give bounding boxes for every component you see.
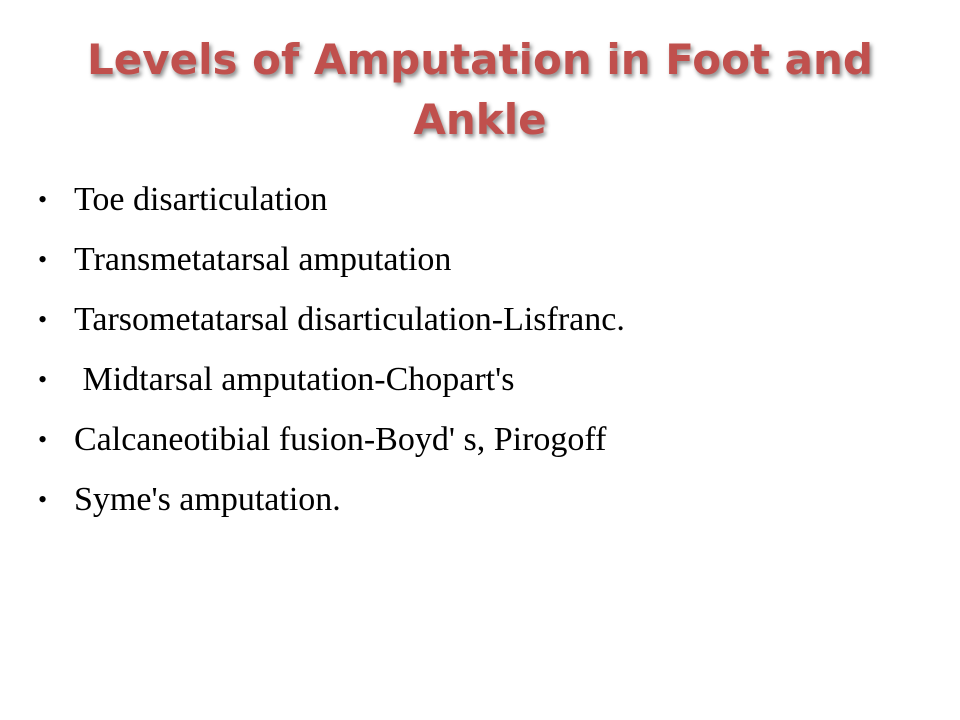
bullet-text: Toe disarticulation <box>74 181 328 218</box>
slide-title-line-1: Levels of Amputation in Foot and <box>86 35 873 84</box>
bullet-text: Calcaneotibial fusion-Boyd' s, Pirogoff <box>74 421 607 458</box>
bullet-icon: • <box>38 425 48 454</box>
bullet-text: Syme's amputation. <box>74 481 341 518</box>
bullet-text: Tarsometatarsal disarticulation-Lisfranc. <box>74 301 625 338</box>
slide-title <box>80 30 880 150</box>
slide-title-line-2: Ankle <box>413 95 547 144</box>
bullet-item-lisfranc <box>38 290 918 350</box>
bullet-icon: • <box>38 245 48 274</box>
bullet-list <box>38 170 918 530</box>
bullet-text: Transmetatarsal amputation <box>74 241 452 278</box>
bullet-item-toe-disarticulation <box>38 170 918 230</box>
bullet-item-chopart <box>38 350 918 410</box>
bullet-icon: • <box>38 305 48 334</box>
bullet-icon: • <box>38 485 48 514</box>
bullet-item-syme <box>38 470 918 530</box>
bullet-item-boyd-pirogoff <box>38 410 918 470</box>
bullet-icon: • <box>38 365 48 394</box>
bullet-icon: • <box>38 185 48 214</box>
bullet-item-transmetatarsal <box>38 230 918 290</box>
bullet-text: Midtarsal amputation-Chopart's <box>74 361 515 398</box>
